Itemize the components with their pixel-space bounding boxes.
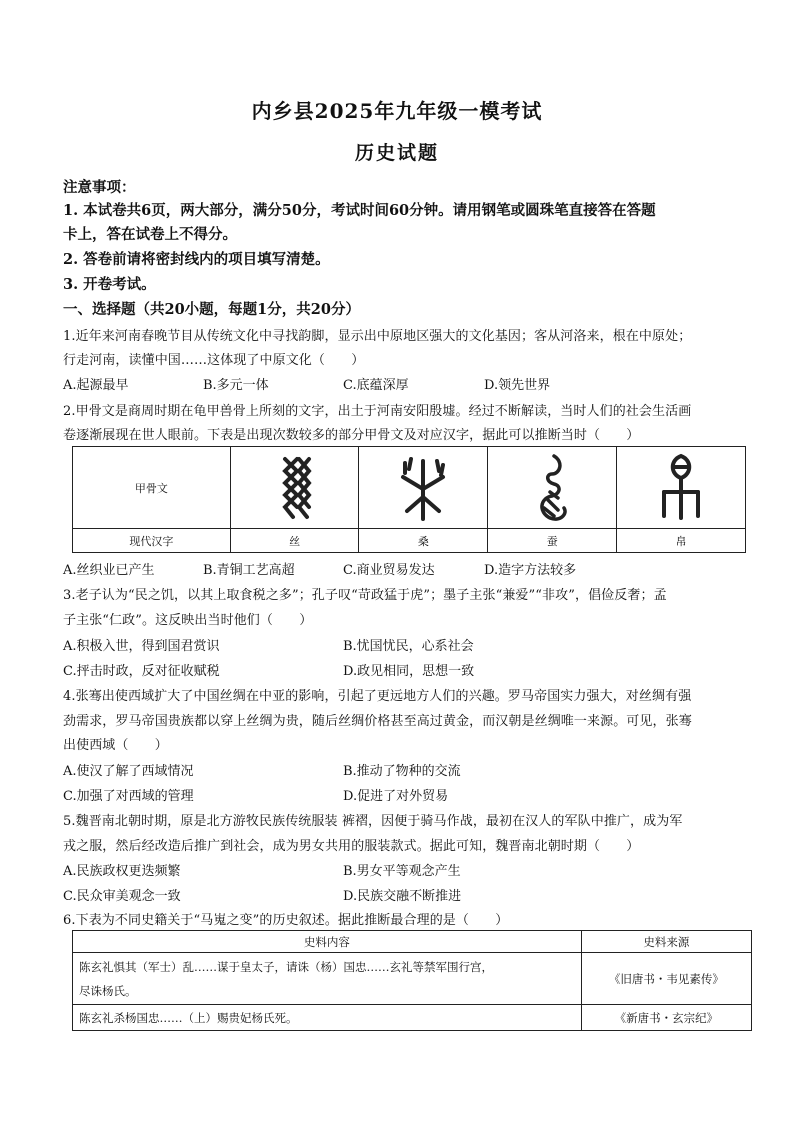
oracle-glyph-mulberry-image [393,453,453,523]
q3-option-a: A.积极入世，得到国君赏识 [63,639,220,654]
modern-char-4: 帛 [617,529,746,553]
source-row-1-line-1: 陈玄礼惧其（军士）乱……谋于皇太子，请诛（杨）国忠……玄礼等禁军围行宫， [79,959,493,974]
q2-option-b: B.青铜工艺高超 [203,563,295,578]
q1-option-a: A.起源最早 [63,378,129,393]
oracle-glyph-silkworm-image [530,452,574,524]
source-table-header-source: 史料来源 [581,931,751,953]
q1-option-d: D.领先世界 [484,378,551,393]
oracle-glyph-silk [230,447,359,529]
q4-option-c: C.加强了对西域的管理 [63,789,194,804]
source-row-2-content: 陈玄礼杀杨国忠……（上）赐贵妃杨氏死。 [73,1005,582,1031]
q1-option-b: B.多元一体 [203,378,269,393]
source-row-1-source: 《旧唐书・韦见素传》 [581,953,751,1005]
q4-line-3: 出使西域（ ） [63,738,168,753]
q6-line-1: 6.下表为不同史籍关于“马嵬之变”的历史叙述。据此推断最合理的是（ ） [63,913,509,928]
notice-line-1b: 卡上，答在试卷上不得分。 [63,226,237,243]
notice-heading: 注意事项： [63,179,136,196]
oracle-row-label: 甲骨文 [73,447,231,529]
q4-option-a: A.使汉了解了西域情况 [63,764,194,779]
q5-option-c: C.民众审美观念一致 [63,889,181,904]
q1-option-c: C.底蕴深厚 [343,378,409,393]
exam-title: 内乡县2025年九年级一模考试 [251,99,543,123]
q5-line-2: 戎之服，然后经改造后推广到社会，成为男女共用的服装款式。据此可知，魏晋南北朝时期（ ） [63,839,640,854]
q5-line-1: 5.魏晋南北朝时期，原是北方游牧民族传统服装 裤褶，因便于骑马作战，最初在汉人的军队中推广，成为军 [63,814,683,829]
q5-option-b: B.男女平等观念产生 [343,864,461,879]
q2-option-d: D.造字方法较多 [484,563,577,578]
q4-line-2: 劲需求，罗马帝国贵族都以穿上丝绸为贵，随后丝绸价格甚至高过黄金，而汉朝是丝绸唯一来源。可见，张骞 [63,714,692,729]
q4-line-1: 4.张骞出使西域扩大了中国丝绸在中亚的影响，引起了更远地方人们的兴趣。罗马帝国实力强大，对丝绸有强 [63,689,692,704]
source-table-header-content: 史料内容 [73,931,582,953]
q3-option-d: D.政见相同，思想一致 [343,664,475,679]
q2-option-c: C.商业贸易发达 [343,563,435,578]
modern-char-row-label: 现代汉字 [73,529,231,553]
q2-line-2: 卷逐渐展现在世人眼前。下表是出现次数较多的部分甲骨文及对应汉字，据此可以推断当时（ ） [63,428,640,443]
oracle-glyph-silk-cloth-image [656,452,706,524]
notice-line-2: 2. 答卷前请将密封线内的项目填写清楚。 [63,251,330,268]
q3-line-1: 3.老子认为“民之饥，以其上取食税之多”；孔子叹“苛政猛于虎”；墨子主张“兼爱”“非攻”，倡俭反奢；孟 [63,588,667,603]
source-table [72,930,752,1031]
q5-option-d: D.民族交融不断推进 [343,889,462,904]
notice-line-1a: 1. 本试卷共6页，两大部分，满分50分，考试时间60分钟。请用钢笔或圆珠笔直接答在答题 [63,202,656,219]
source-row-1-line-2: 尽诛杨氏。 [79,983,137,998]
section-heading: 一、选择题（共20小题，每题1分，共20分） [63,301,360,318]
oracle-bone-table [72,446,746,553]
q1-line-2: 行走河南，读懂中国……这体现了中原文化（ ） [63,353,365,368]
oracle-glyph-silkworm [488,447,617,529]
q2-line-1: 2.甲骨文是商周时期在龟甲兽骨上所刻的文字，出土于河南安阳殷墟。经过不断解读，当时人们的社会生活画 [63,404,692,419]
q5-option-a: A.民族政权更迭频繁 [63,864,181,879]
oracle-glyph-silk-cloth [617,447,746,529]
notice-line-3: 3. 开卷考试。 [63,276,156,293]
source-row-2-source: 《新唐书・玄宗纪》 [581,1005,751,1031]
q2-option-a: A.丝织业已产生 [63,563,155,578]
q3-option-c: C.抨击时政，反对征收赋税 [63,664,220,679]
q3-line-2: 子主张“仁政”。这反映出当时他们（ ） [63,613,313,628]
q4-option-b: B.推动了物种的交流 [343,764,461,779]
q4-option-d: D.促进了对外贸易 [343,789,449,804]
modern-char-2: 桑 [359,529,488,553]
q3-option-b: B.忧国忧民，心系社会 [343,639,474,654]
source-row-1-content [73,953,582,1005]
oracle-glyph-silk-image [275,453,315,523]
modern-char-3: 蚕 [488,529,617,553]
q1-line-1: 1.近年来河南春晚节目从传统文化中寻找韵脚，显示出中原地区强大的文化基因；客从河洛来，根在中原处； [63,329,692,344]
oracle-glyph-mulberry [359,447,488,529]
modern-char-1: 丝 [230,529,359,553]
exam-subtitle: 历史试题 [354,142,439,164]
